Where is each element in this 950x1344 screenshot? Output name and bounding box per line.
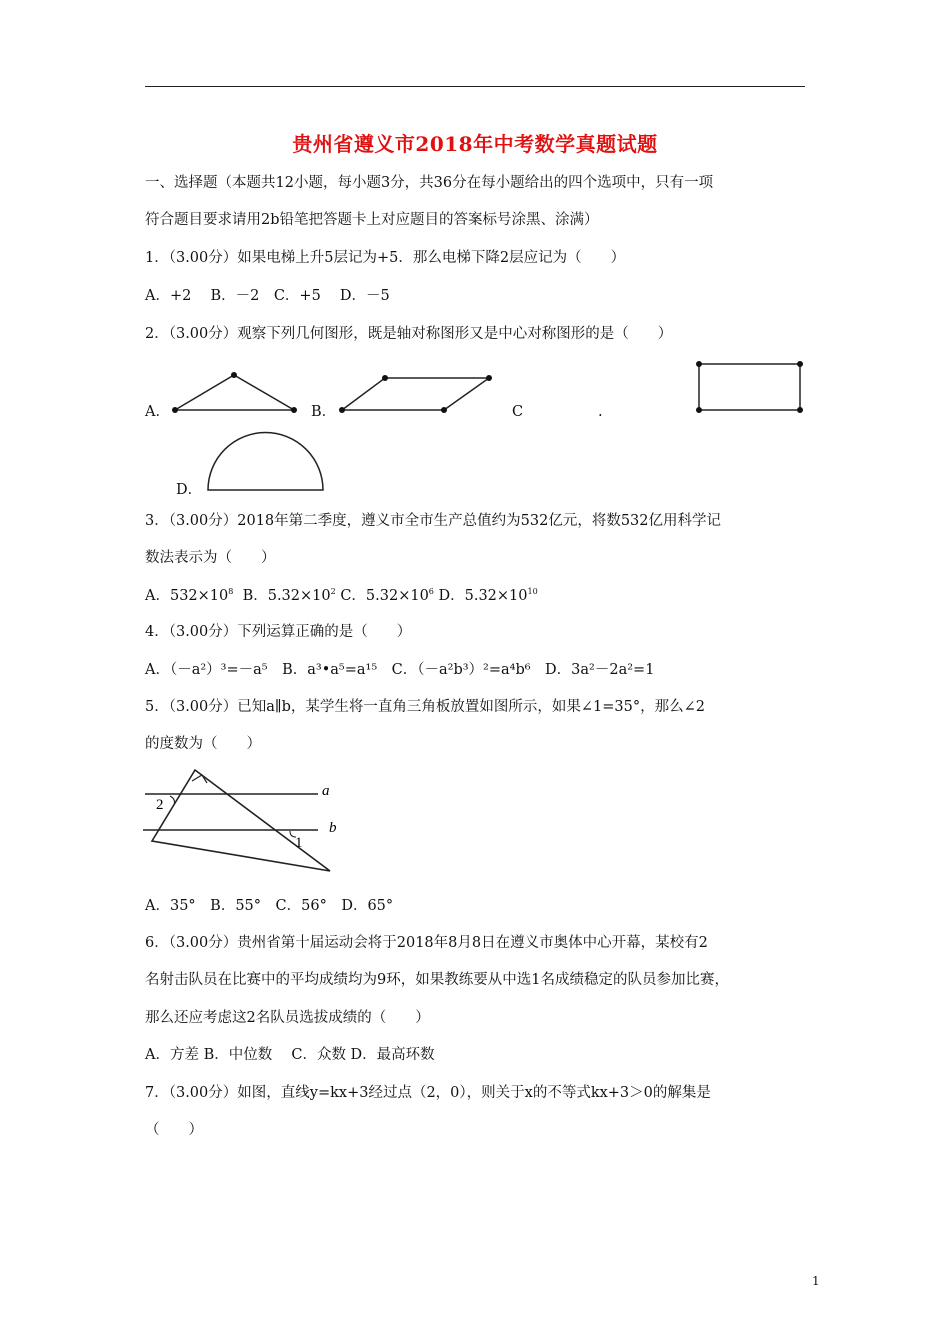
q1-options: A．+2 B．－2 C．+5 D．－5: [145, 288, 390, 304]
q6-stem-line1: 6．（3.00分）贵州省第十届运动会将于2018年8月8日在遵义市奥体中心开幕，某校有2: [145, 935, 708, 951]
q5-angle-2-label: 2: [156, 797, 164, 813]
q4-options: A．（－a²）³=－a⁵ B．a³•a⁵=a¹⁵ C．（－a²b³）²=a⁴b⁶ D．3a²－2a²=1: [145, 662, 655, 678]
q5-stem-line2: 的度数为（ ）: [145, 736, 261, 752]
q2-stem: 2．（3.00分）观察下列几何图形，既是轴对称图形又是中心对称图形的是（ ）: [145, 326, 673, 342]
q5-angle-1-label: 1: [295, 835, 303, 851]
q2-option-a-label: A．: [145, 404, 170, 420]
q7-stem-line1: 7．（3.00分）如图，直线y=kx+3经过点（2，0），则关于x的不等式kx+3＞0的解集是: [145, 1085, 711, 1101]
q5-line-a-label: a: [322, 783, 330, 799]
q7-stem-line2: （ ）: [145, 1122, 203, 1138]
q3-option-b: B．5.32×10: [242, 588, 331, 604]
q5-stem-line1: 5．（3.00分）已知a∥b，某学生将一直角三角板放置如图所示，如果∠1=35°，那么∠2: [145, 699, 705, 715]
q3-option-d: D．5.32×10: [438, 588, 528, 604]
q5-triangle-parallel-figure: [140, 765, 350, 877]
q2-semicircle-figure: [205, 428, 327, 494]
q2-option-c-dot: .: [598, 404, 603, 420]
section-intro-line2: 符合题目要求请用2b铅笔把答题卡上对应题目的答案标号涂黑、涂满）: [145, 212, 599, 228]
q5-line-b-label: b: [329, 820, 337, 836]
q2-triangle-figure: [170, 370, 300, 415]
section-intro-line1: 一、选择题（本题共12小题，每小题3分，共36分在每小题给出的四个选项中，只有一项: [145, 175, 714, 191]
page-title: 贵州省遵义市2018年中考数学真题试题: [292, 132, 658, 156]
q6-stem-line3: 那么还应考虑这2名队员选拔成绩的（ ）: [145, 1010, 430, 1026]
q3-option-a-exponent: 8: [228, 587, 234, 596]
q2-option-d-label: D．: [176, 482, 203, 498]
q3-stem-line1: 3．（3.00分）2018年第二季度，遵义市全市生产总值约为532亿元，将数532亿用科学记: [145, 513, 722, 529]
q2-parallelogram-figure: [337, 372, 497, 414]
q1-stem: 1．（3.00分）如果电梯上升5层记为+5．那么电梯下降2层应记为（ ）: [145, 250, 626, 266]
q6-options: A．方差 B．中位数 C．众数 D．最高环数: [145, 1047, 435, 1063]
q6-stem-line2: 名射击队员在比赛中的平均成绩均为9环，如果教练要从中选1名成绩稳定的队员参加比赛，: [145, 972, 729, 988]
q4-stem: 4．（3.00分）下列运算正确的是（ ）: [145, 624, 412, 640]
q3-option-a: A．532×10: [145, 588, 229, 604]
q2-rectangle-figure: [694, 360, 806, 414]
q3-option-c: C．5.32×10: [340, 588, 429, 604]
q3-option-b-exponent: 2: [330, 587, 336, 596]
q3-stem-line2: 数法表示为（ ）: [145, 550, 276, 566]
page-number: 1: [812, 1274, 820, 1288]
header-rule: [145, 86, 805, 87]
q3-option-c-exponent: 6: [428, 587, 434, 596]
q2-option-b-label: B．: [311, 404, 337, 420]
q2-option-c-label: C: [512, 404, 524, 420]
q5-options: A．35° B．55° C．56° D．65°: [145, 898, 394, 914]
q3-options: [145, 586, 538, 606]
q3-option-d-exponent: 10: [527, 587, 538, 596]
